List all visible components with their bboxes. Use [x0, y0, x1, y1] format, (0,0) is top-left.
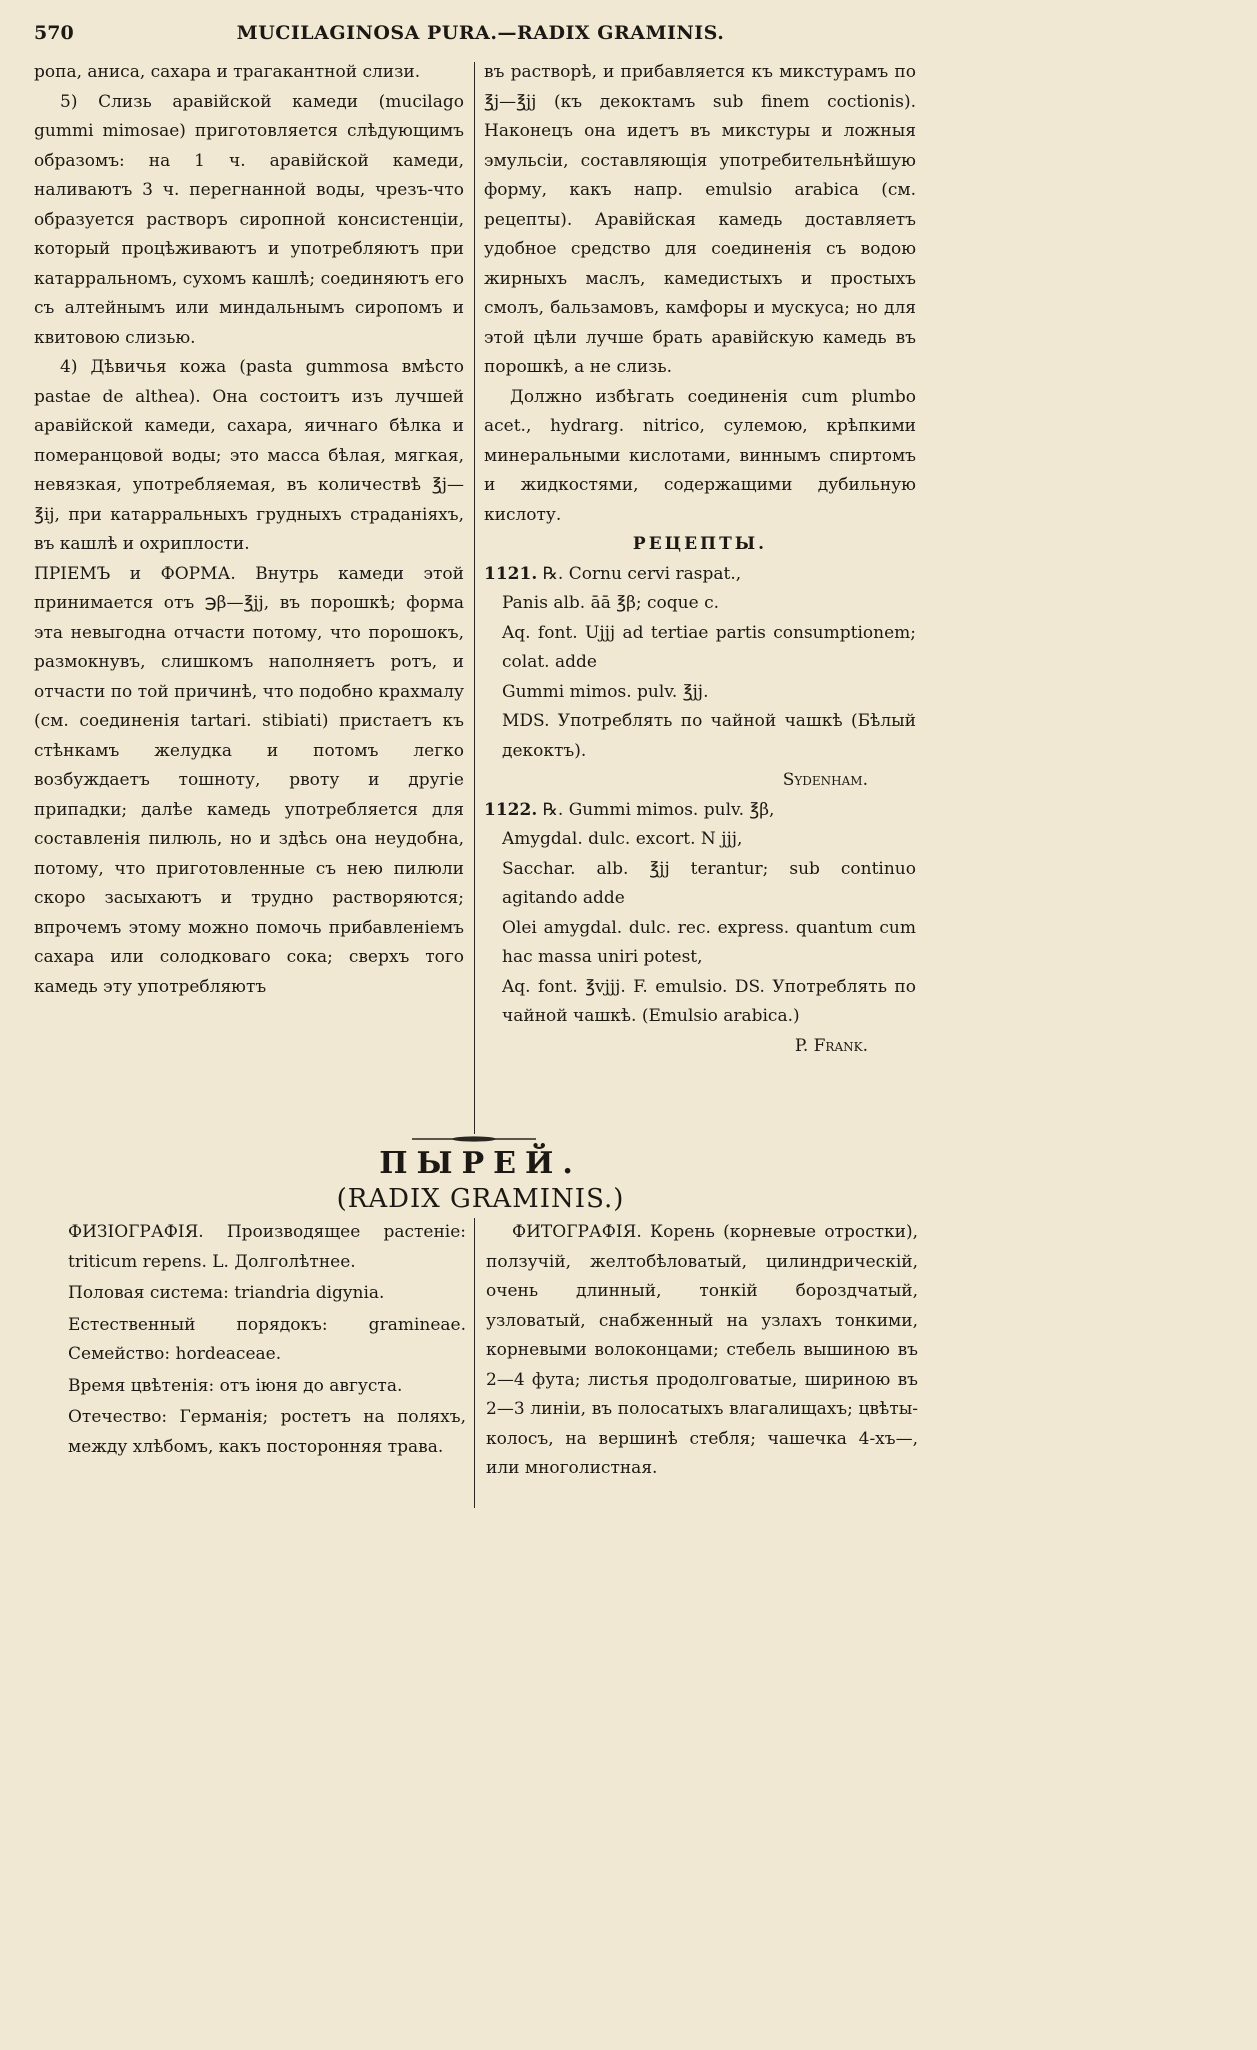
recipe-1121	[484, 560, 916, 796]
column-divider-top	[474, 62, 475, 1134]
paragraph: Должно избѣгать соединенія cum plumbo acet., hydrarg. nitrico, сулемою, крѣпкими минеральными кислотами, виннымъ спиртомъ и жидкостями, содержащими дубильную кислоту.	[484, 386, 916, 525]
physiography-paragraph: Отечество: Германія; ростетъ на поляхъ, между хлѣбомъ, какъ посторонняя трава.	[68, 1407, 466, 1457]
recipe-author: Sydenham.	[782, 770, 868, 790]
recipes-heading: РЕЦЕПТЫ.	[632, 534, 768, 554]
physiography-column	[68, 1218, 466, 1464]
recipe-author: P. Frank.	[794, 1035, 868, 1056]
recipe-line: Amygdal. dulc. excort. N jjj,	[502, 829, 743, 849]
recipe-line: Gummi mimos. pulv. ℥jj.	[502, 681, 709, 702]
section-subtitle: (RADIX GRAMINIS.)	[336, 1184, 625, 1214]
page-number: 570	[34, 22, 74, 44]
paragraph: въ растворѣ, и прибавляется къ микстурамъ по ℥j—℥jj (къ декоктамъ sub finem coctionis). Наконецъ она идетъ въ микстуры и ложныя эмульсіи, составляющія употребительнѣйшую форму, какъ напр. emulsio arabica (см. рецепты). Аравійская камедь доставляетъ удобное средство для соединенія съ водою жирныхъ маслъ, камедистыхъ и простыхъ смолъ, бальзамовъ, камфоры и мускуса; но для этой цѣли лучше брать аравійскую камедь въ порошкѣ, а не слизь.	[484, 62, 916, 377]
physiography-paragraph: Половая система: triandria digynia.	[68, 1283, 385, 1303]
recipe-number: 1122.	[484, 799, 538, 820]
paragraph: ропа, аниса, сахара и трагакантной слизи.	[34, 62, 421, 82]
paragraph: ПРІЕМЪ и ФОРМА. Внутрь камеди этой принимается отъ ℈β—℥jj, въ порошкѣ; форма эта невыгодна отчасти потому, что порошокъ, размокнувъ, слишкомъ наполняетъ ротъ, и отчасти по той причинѣ, что подобно крахмалу (см. соединенія tartari. stibiati) пристаетъ къ стѣнкамъ желудка и потомъ легко возбуждаетъ тошноту, рвоту и другіе припадки; далѣе камедь употребляется для составленія пилюль, но и здѣсь она неудобна, потому, что приготовленные съ нею пилюли скоро засыхаютъ и трудно растворяются; впрочемъ этому можно помочь прибавленіемъ сахара или солодковаго сока; сверхъ того камедь эту употребляютъ	[34, 563, 464, 997]
recipe-line: Aq. font. Ujjj ad tertiae partis consumptionem; colat. adde	[502, 622, 916, 672]
physiography-paragraph: Время цвѣтенія: отъ іюня до августа.	[68, 1375, 403, 1396]
recipe-1122	[484, 796, 916, 1062]
right-column	[484, 58, 916, 1061]
physiography-paragraph: ФИЗІОГРАФІЯ. Производящее растеніе: triticum repens. L. Долголѣтнее.	[68, 1222, 466, 1272]
recipe-line: ℞. Gummi mimos. pulv. ℥β,	[542, 799, 775, 820]
column-divider-bottom	[474, 1218, 475, 1508]
section-title: ПЫРЕЙ.	[379, 1146, 582, 1181]
phytography-paragraph: ФИТОГРАФІЯ. Корень (корневые отростки), ползучій, желтобѣловатый, цилиндрическій, очень длинный, тонкій бороздчатый, узловатый, снабженный на узлахъ тонкими, корневыми волоконцами; стебель вышиною въ 2—4 фута; листья продолговатые, шириною въ 2—3 линіи, въ полосатыхъ влагалищахъ; цвѣты-колосъ, на вершинѣ стебля; чашечка 4-хъ—, или многолистная.	[486, 1222, 918, 1478]
ornamental-rule	[412, 1135, 536, 1143]
left-column	[34, 58, 464, 1002]
page-header	[34, 22, 927, 46]
physiography-paragraph: Естественный порядокъ: gramineae. Семейство: hordeaceae.	[68, 1314, 466, 1364]
phytography-column	[486, 1218, 918, 1484]
recipe-line: ℞. Cornu cervi raspat.,	[542, 563, 742, 584]
recipe-line: Panis alb. āā ℥β; coque c.	[502, 593, 720, 613]
recipe-line: Olei amygdal. dulc. rec. express. quantum cum hac massa uniri potest,	[502, 917, 916, 967]
paragraph: 5) Слизь аравійской камеди (mucilago gummi mimosae) приготовляется слѣдующимъ образомъ: на 1 ч. аравійской камеди, наливаютъ 3 ч. перегнанной воды, чрезъ-что образуется растворъ сиропной консистенціи, который процѣживаютъ и употребляютъ при катарральномъ, сухомъ кашлѣ; соединяютъ его съ алтейнымъ или миндальнымъ сиропомъ и квитовою слизью.	[34, 91, 464, 348]
recipe-line: Sacchar. alb. ℥jj terantur; sub continuo agitando adde	[502, 858, 916, 908]
running-title: MUCILAGINOSA PURA.—RADIX GRAMINIS.	[236, 22, 725, 44]
recipe-number: 1121.	[484, 563, 538, 584]
recipe-line: MDS. Употреблять по чайной чашкѣ (Бѣлый декоктъ).	[502, 711, 916, 761]
paragraph: 4) Дѣвичья кожа (pasta gummosa вмѣсто pastae de althea). Она состоитъ изъ лучшей аравійской камеди, сахара, яичнаго бѣлка и померанцовой воды; это масса бѣлая, мягкая, невязкая, употребляемая, въ количествѣ ℥j—℥ij, при катарральныхъ грудныхъ страданіяхъ, въ кашлѣ и охриплости.	[34, 357, 464, 554]
recipe-line: Aq. font. ℥vjjj. F. emulsio. DS. Употреблять по чайной чашкѣ. (Emulsio arabica.)	[502, 976, 916, 1026]
